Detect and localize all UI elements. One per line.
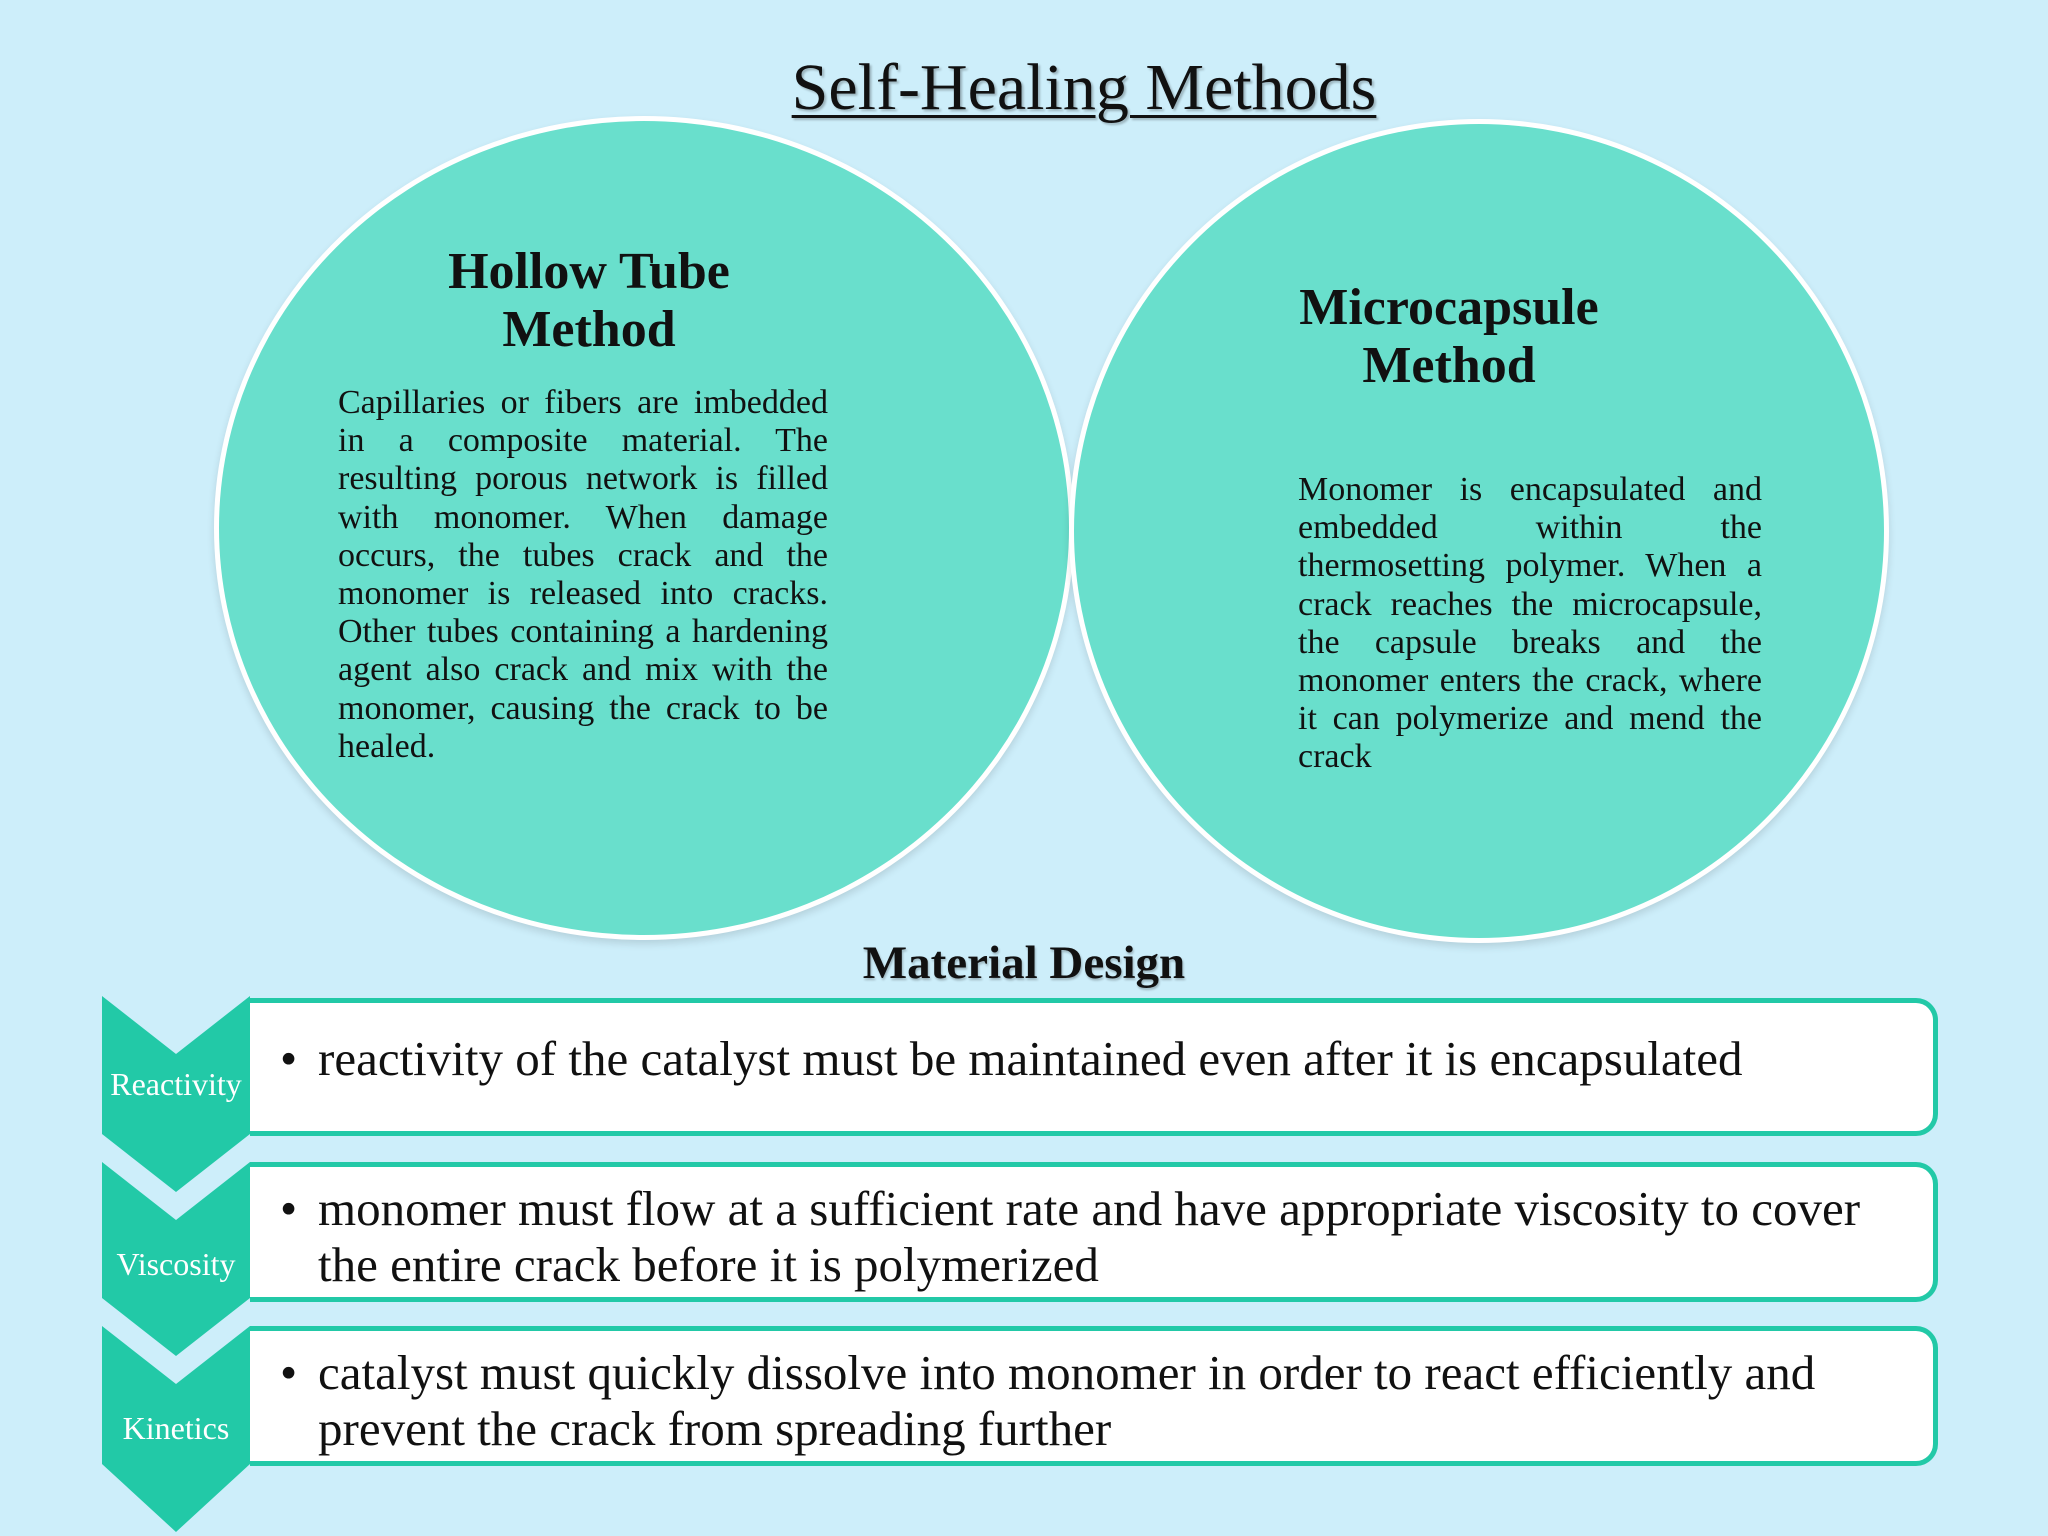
reactivity-box bbox=[250, 998, 1938, 1136]
hollow-tube-heading-line2: Method bbox=[502, 301, 676, 358]
hollow-tube-circle bbox=[214, 116, 1074, 940]
hollow-tube-description: Capillaries or fibers are imbedded in a composite material. The resulting porous network is filled with monomer. When damage occurs, the tubes crack and the monomer is released into cracks. Other tubes containing a hardening agent also crack and mix with the monomer, causing the crack to be healed. bbox=[338, 384, 828, 765]
viscosity-text: • monomer must flow at a sufficient rate and have appropriate viscosity to cover the entire crack before it is polymerized bbox=[318, 1181, 1893, 1293]
hollow-tube-heading bbox=[379, 243, 799, 359]
hollow-tube-heading-line1: Hollow Tube bbox=[448, 243, 730, 300]
page-title: Self-Healing Methods bbox=[791, 51, 1377, 124]
microcapsule-circle bbox=[1069, 119, 1889, 943]
reactivity-text: • reactivity of the catalyst must be maintained even after it is encapsulated bbox=[318, 1031, 1893, 1087]
microcapsule-heading-line1: Microcapsule bbox=[1299, 279, 1599, 336]
viscosity-box bbox=[250, 1162, 1938, 1302]
label-kinetics: Kinetics bbox=[122, 1410, 230, 1446]
microcapsule-heading-line2: Method bbox=[1362, 337, 1536, 394]
kinetics-text: • catalyst must quickly dissolve into monomer in order to react efficiently and prevent the crack from spreading further bbox=[318, 1345, 1893, 1457]
label-reactivity: Reactivity bbox=[110, 1066, 242, 1102]
microcapsule-description: Monomer is encapsulated and embedded within the thermosetting polymer. When a crack reaches the microcapsule, the capsule breaks and the monomer enters the crack, where it can polymerize and mend the crack bbox=[1298, 471, 1762, 776]
kinetics-box bbox=[250, 1326, 1938, 1466]
label-viscosity: Viscosity bbox=[116, 1246, 236, 1282]
material-design-title: Material Design bbox=[862, 937, 1186, 989]
microcapsule-heading bbox=[1224, 279, 1674, 395]
